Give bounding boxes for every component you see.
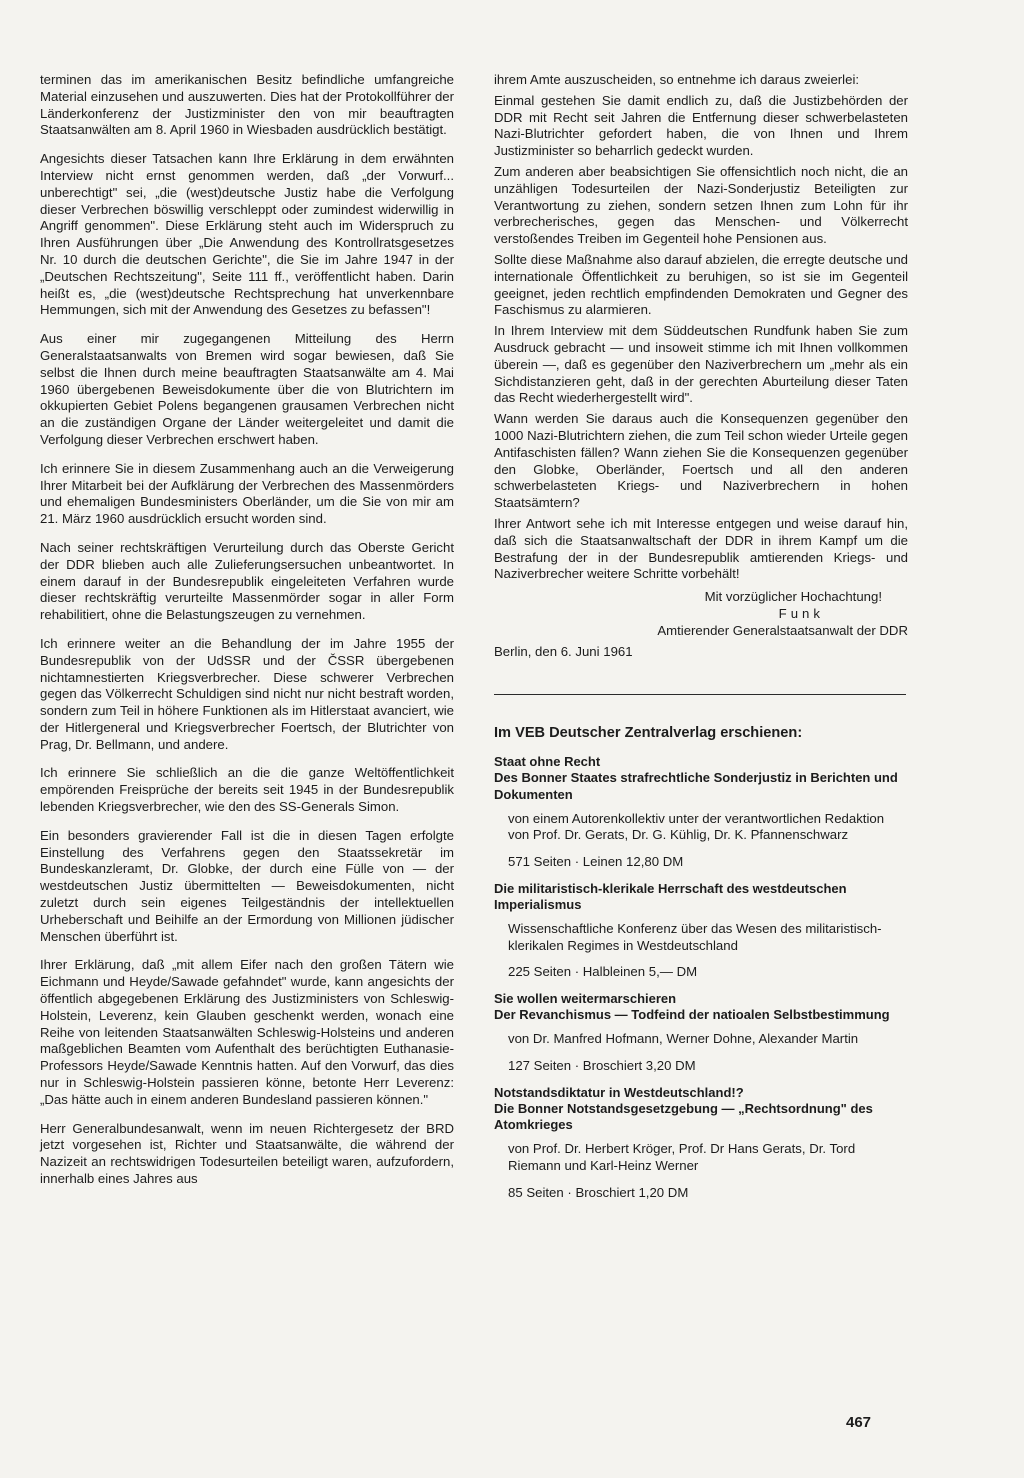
body-paragraph: Angesichts dieser Tatsachen kann Ihre Erklärung in dem erwähnten Interview nicht ernst genommen werden, daß „der Vorwurf... unberechtigt" sei, „die (west)deutsche Justiz habe die Verfolgung dieser Verbrechen böswillig verschleppt oder zumindest widerwillig in Angriff genommen". Diese Erklärung steht auch im Widerspruch zu Ihren Ausführungen über „Die Anwendung des Kontrollratsgesetzes Nr. 10 durch die deutschen Gerichte", die Sie im Jahre 1947 in der „Deutschen Rechtszeitung", Seite 111 ff., veröffentlicht haben. Darin heißt es, „die (west)deutsche Rechtsprechung hat unverkennbare Hemmungen, sich mit der Anwendung des Gesetzes zu befassen"! xyxy=(40,151,454,318)
body-paragraph: ihrem Amte auszuscheiden, so entnehme ich daraus zweierlei: xyxy=(494,72,860,87)
book-title: Sie wollen weitermarschieren Der Revanchismus — Todfeind der natioalen Selbstbestimmung xyxy=(494,991,890,1023)
book-entry xyxy=(494,991,908,1075)
book-entry xyxy=(494,1085,908,1202)
body-paragraph: Aus einer mir zugegangenen Mitteilung des Herrn Generalstaatsanwalts von Bremen wird sogar bewiesen, daß Sie selbst die Ihnen durch meine beauftragten Staatsanwälte am 4. Mai 1960 übergebenen Beweisdokumente über die von Blutrichtern im okkupierten Gebiet Polens begangenen grausamen Verbrechen nicht an die zuständigen Organe der Länder weitergeleitet und damit die Verfolgung dieser Verbrechen erschwert haben. xyxy=(40,331,454,447)
left-column xyxy=(40,72,454,1200)
section-divider xyxy=(494,694,906,695)
place-date: Berlin, den 6. Juni 1961 xyxy=(494,643,633,659)
body-paragraph: terminen das im amerikanischen Besitz befindliche umfangreiche Material einzusehen und auszuwerten. Dies hat der Protokollführer der Länderkonferenz der Justizminister den von mir beauftragten Staatsanwälten am 8. April 1960 in Wiesbaden ausdrücklich bestätigt. xyxy=(40,72,454,138)
body-paragraph: Ich erinnere weiter an die Behandlung der im Jahre 1955 der Bundesrepublik von der UdSSR und der ČSSR übergebenen nichtamnestierten Kriegsverbrecher. Diese schwerer Verbrechen gegen das Völkerrecht Schuldigen sind nicht nur nicht bestraft worden, sondern zum Teil in höhere Funktionen als im Hitlerstaat avanciert, wie der Hitlergeneral und Kriegsverbrecher Foertsch, der Blutrichter von Prag, Dr. Bellmann, und andere. xyxy=(40,635,454,752)
book-authors: von Dr. Manfred Hofmann, Werner Dohne, Alexander Martin xyxy=(508,1031,859,1047)
signature-greeting: Mit vorzüglicher Hochachtung! xyxy=(704,589,882,605)
body-paragraph: Ihrer Antwort sehe ich mit Interesse entgegen und weise darauf hin, daß sich die Staatsanwaltschaft der DDR in ihrem Kampf um die Bestrafung der in der Bundesrepublik amtierenden Kriegs- und Naziverbrecher weitere Schritte vorbehält! xyxy=(494,515,908,582)
book-price: 571 Seiten · Leinen 12,80 DM xyxy=(508,853,684,869)
signature-name: Funk xyxy=(778,605,824,621)
book-authors: von Prof. Dr. Herbert Kröger, Prof. Dr Hans Gerats, Dr. Tord Riemann und Karl-Heinz Werner xyxy=(508,1141,856,1174)
body-paragraph: Einmal gestehen Sie damit endlich zu, daß die Justizbehörden der DDR mit Recht seit Jahren die Entfernung dieser schwerbelasteten Nazi-Blutrichter gefordert haben, die von Ihnen und Ihrem Justizminister so beharrlich gedeckt wurden. xyxy=(494,92,908,159)
book-authors: von einem Autorenkollektiv unter der verantwortlichen Redaktion von Prof. Dr. Gerats, Dr. G. Kühlig, Dr. K. Pfannenschwarz xyxy=(508,810,885,843)
publications-heading: Im VEB Deutscher Zentralverlag erschienen: xyxy=(494,725,803,742)
body-paragraph: Ich erinnere Sie schließlich an die die ganze Weltöffentlichkeit empörenden Freisprüche der bereits seit 1945 in der Bundesrepublik lebenden Kriegsverbrecher, wie den des SS-Generals Simon. xyxy=(40,765,454,815)
book-title: Staat ohne Recht Des Bonner Staates strafrechtliche Sonderjustiz in Berichten und Dokumenten xyxy=(494,754,898,802)
body-paragraph: Nach seiner rechtskräftigen Verurteilung durch das Oberste Gericht der DDR blieben auch alle Zulieferungsersuchen unbeantwortet. In einem darauf in der Bundesrepublik eingeleiteten Verfahren wurde dieser rechtskräftig verurteilte Massenmörder sogar in aller Form rehabilitiert, ohne die Belastungszeugen zu vernehmen. xyxy=(40,539,454,623)
book-entry xyxy=(494,881,908,981)
right-column xyxy=(494,72,908,1211)
body-paragraph: Ich erinnere Sie in diesem Zusammenhang auch an die Verweigerung Ihrer Mitarbeit bei der Aufklärung der Verbrechen des Massenmörders und ehemaligen Bundesministers Oberländer, um die Sie von mir am 21. März 1960 ausdrücklich ersucht worden sind. xyxy=(40,460,454,527)
page-number: 467 xyxy=(846,1414,872,1431)
book-authors: Wissenschaftliche Konferenz über das Wesen des militaristisch-klerikalen Regimes in Westdeutschland xyxy=(508,921,882,953)
book-price: 127 Seiten · Broschiert 3,20 DM xyxy=(508,1058,696,1074)
body-paragraph: Wann werden Sie daraus auch die Konsequenzen gegenüber den 1000 Nazi-Blutrichtern ziehen, die zum Teil schon wieder Urteile gegen Antifaschisten fällen? Wann ziehen Sie die Konsequenzen gegenüber den Globke, Oberländer, Foertsch und all den anderen schwerbelasteten Kriegs- und Naziverbrechern in hohen Staatsämtern? xyxy=(494,411,908,511)
book-price: 225 Seiten · Halbleinen 5,— DM xyxy=(508,964,698,980)
body-paragraph: In Ihrem Interview mit dem Süddeutschen Rundfunk haben Sie zum Ausdruck gebracht — und insoweit stimme ich mit Ihnen vollkommen überein —, daß es gegenüber den Naziverbrechern um „mehr als ein Sichdistanzieren geht, daß in der gerechten Aburteilung dieser Taten das Recht wiederhergestellt wird". xyxy=(494,323,908,406)
body-paragraph: Ihrer Erklärung, daß „mit allem Eifer nach den großen Tätern wie Eichmann und Heyde/Sawade gefahndet" wurde, kann angesichts der öffentlich abgegebenen Erklärung des Justizministers von Schleswig-Holstein, Leverenz, kein Glauben geschenkt werden, wonach eine Reihe von leitenden Staatsanwälten Schleswig-Holsteins und anderen maßgeblichen Beamten vom Aufenthalt des berüchtigten Euthanasie-Professors Heyde/Sawade Kenntnis hatten. Auf den Vorwurf, das dies nur in Schleswig-Holstein passieren könne, betonte Herr Leverenz: „Das hätte auch in einem anderen Bundesland passieren können." xyxy=(40,957,454,1107)
book-title: Notstandsdiktatur in Westdeutschland!? Die Bonner Notstandsgesetzgebung — „Rechtsordnung" des Atomkrieges xyxy=(494,1084,873,1133)
body-paragraph: Sollte diese Maßnahme also darauf abzielen, die erregte deutsche und internationale Öffentlichkeit zu beruhigen, so ist sie im Gegenteil geeignet, jeden rechtlich empfindenden Demokraten und Gegner des Faschismus zu alarmieren. xyxy=(494,251,908,318)
book-title: Die militaristisch-klerikale Herrschaft des westdeutschen Imperialismus xyxy=(494,880,847,912)
signature-title: Amtierender Generalstaatsanwalt der DDR xyxy=(657,622,908,638)
book-entry xyxy=(494,754,908,871)
body-paragraph: Zum anderen aber beabsichtigen Sie offensichtlich noch nicht, die an unzähligen Todesurteilen der Nazi-Sonderjustiz Beteiligten zur Verantwortung zu ziehen, sondern setzen Ihnen zum Lohn für ihr verbrecherisches, gegen das Menschen- und Völkerrecht verstoßendes Treiben im Gegenteil hohe Pensionen aus. xyxy=(494,163,908,247)
book-price: 85 Seiten · Broschiert 1,20 DM xyxy=(508,1184,689,1200)
body-paragraph: Herr Generalbundesanwalt, wenn im neuen Richtergesetz der BRD jetzt vorgesehen ist, Richter und Staatsanwälte, die während der Nazizeit an rechtswidrigen Todesurteilen beteiligt waren, aufzufordern, innerhalb eines Jahres aus xyxy=(40,1120,454,1187)
body-paragraph: Ein besonders gravierender Fall ist die in diesen Tagen erfolgte Einstellung des Verfahrens gegen den Staatssekretär im Bundeskanzleramt, Dr. Globke, der durch eine Fülle von — der westdeutschen Justiz übermittelten — Beweisdokumenten, nicht zuletzt durch sein eigenes Teilgeständnis der intellektuellen Urheberschaft und Beihilfe an der Ermordung von Millionen jüdischer Menschen überführt ist. xyxy=(40,827,454,944)
